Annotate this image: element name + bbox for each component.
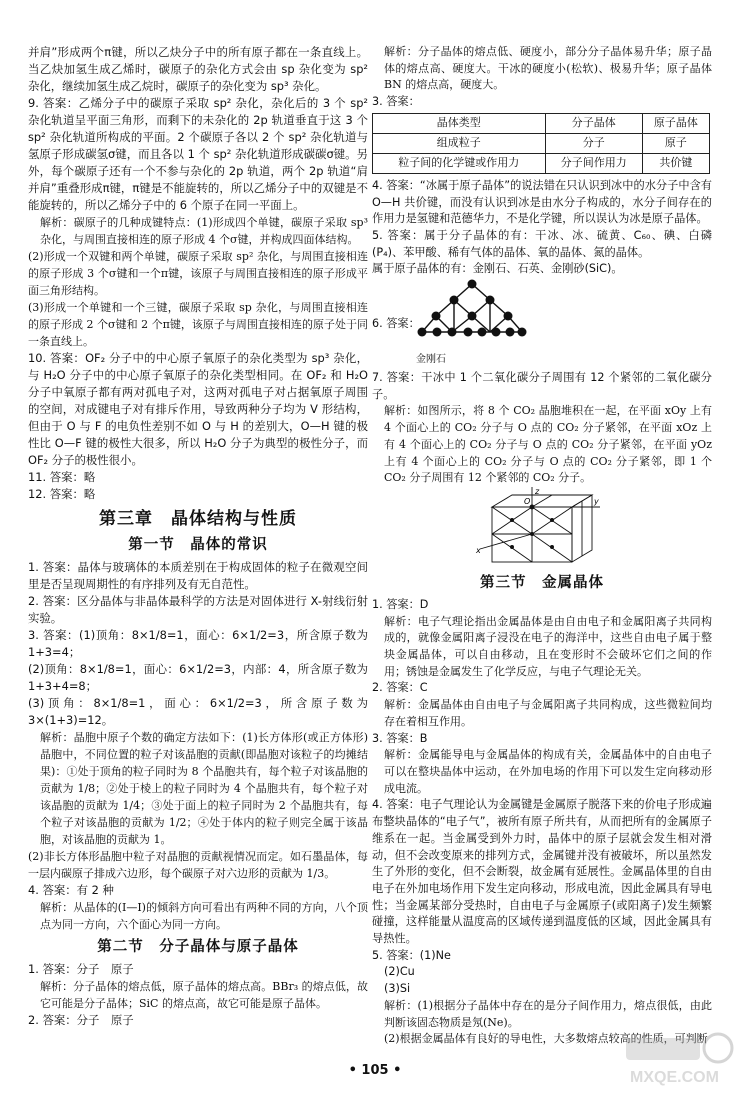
table-cell: 分子	[545, 133, 642, 153]
diamond-structure-figure	[412, 278, 532, 356]
paragraph: 并肩”形成两个π键，所以乙炔分子中的所有原子都在一条直线上。当乙炔加氢生成乙烯时，碳原子的杂化方式会由 sp 杂化变为 sp² 杂化，继续加氢生成乙烷时，碳原子的杂化变为 sp³ 杂化。	[28, 45, 368, 93]
co2-lattice-figure	[472, 487, 602, 567]
table-cell: 原子晶体	[642, 113, 709, 133]
s3-answer-3: 3. 答案：B	[372, 731, 428, 745]
s1-answer-2: 2. 答案：区分晶体与非晶体最科学的方法是对固体进行 X-射线衍射实验。	[28, 594, 368, 625]
left-column	[28, 44, 368, 1029]
axis-label: z	[535, 486, 540, 496]
s3-analysis-5-2: (2)根据金属晶体有良好的导电性，大多数熔点较高的性质，可判断	[384, 1032, 708, 1046]
diamond-figure-block	[372, 278, 712, 370]
table-cell: 晶体类型	[373, 113, 546, 133]
s2-answer-4: 4. 答案：“冰属于原子晶体”的说法错在只认识到冰中的水分子中含有 O—H 共价键，而没有认识到冰是由水分子构成的，水分子间存在的作用力是氢键和范德华力，不是化学键，所以误认为冰是原子晶体。	[372, 178, 712, 226]
table-cell: 组成粒子	[373, 133, 546, 153]
table-row	[373, 133, 710, 153]
axis-label: y	[594, 496, 599, 506]
s1-analysis-3-2: (2)非长方体形晶胞中粒子对晶胞的贡献视情况而定。如石墨晶体，每一层内碳原子排成六边形，每个碳原子对六边形的贡献为 1/3。	[28, 850, 368, 880]
axis-label: O	[524, 496, 531, 506]
table-cell: 分子晶体	[545, 113, 642, 133]
s2-analysis-2: 解析：分子晶体的熔点低、硬度小，部分分子晶体易升华；原子晶体的熔点高、硬度大。干冰的硬度小(松软)、极易升华；原子晶体 BN 的熔点高，硬度大。	[384, 45, 712, 92]
s2-analysis-7: 解析：如图所示，将 8 个 CO₂ 晶胞堆积在一起，在平面 xOy 上有 4 个面心上的 CO₂ 分子与 O 点的 CO₂ 分子紧邻，在平面 xOz 上有 4 个面心上的 CO₂ 分子与 O 点的 CO₂ 分子紧邻，在平面 yOz 上有 4 个面心上的 CO₂ 分子与 O 点的 CO₂ 分子紧邻，即 1 个 CO₂ 分子周围有 12 个紧邻的 CO₂ 分子。	[384, 404, 712, 485]
co2-lattice-figure-block	[372, 487, 712, 569]
s3-analysis-5-1: 解析：(1)根据分子晶体中存在的是分子间作用力，熔点很低，由此判断该固态物质是氖(Ne)。	[384, 998, 712, 1029]
analysis-9-1: 解析：碳原子的几种成键特点：(1)形成四个单键，碳原子采取 sp³ 杂化，与周围直接相连的原子形成 4 个σ键，并构成四面体结构。	[40, 216, 368, 246]
axis-label: x	[476, 545, 481, 555]
chapter-title: 第三章 晶体结构与性质	[99, 509, 297, 529]
answer-12: 12. 答案：略	[28, 487, 96, 501]
s2-answer-5a: 5. 答案：属于分子晶体的有：干冰、冰、硫黄、C₆₀、碘、白磷(P₄)、苯甲酸、稀有气体的晶体、氧的晶体、氮的晶体。	[372, 228, 712, 259]
section-title-2: 第二节 分子晶体与原子晶体	[97, 939, 299, 955]
s1-answer-3c: (3)顶角：8×1/8=1，面心：6×1/2=3，所含原子数为 3×(1+3)=12。	[28, 696, 368, 727]
s3-answer-4: 4. 答案：电子气理论认为金属键是金属原子脱落下来的价电子形成遍布整块晶体的“电子气”，被所有原子所共有，从而把所有的金属原子维系在一起。当金属受到外力时，晶体中的原子层就会发生相对滑动，但不会改变原来的排列方式，金属键并没有被破坏，所以虽然发生了外形的变化，但不会断裂，故金属有延展性。金属晶体里的自由电子在外加电场作用下发生定向移动，形成电流，因此金属具有导电性；当金属某部分受热时，自由电子与金属原子(或阳离子)发生频繁碰撞，这样能量从温度高的区域传递到温度低的区域，因此金属具有导热性。	[372, 798, 712, 946]
s1-analysis-4: 解析：从晶体的(I—I)的倾斜方向可看出有两种不同的方向，八个顶点为同一方向，六个面心为同一方向。	[40, 901, 368, 931]
s2-answer-3: 3. 答案：	[372, 95, 420, 109]
analysis-9-2: (2)形成一个双键和两个单键，碳原子采取 sp² 杂化，与周围直接相连的原子形成 3 个σ键和一个π键，该原子与周围直接相连的原子形成平面三角形结构。	[28, 250, 368, 297]
s2-answer-1: 1. 答案：分子 原子	[28, 962, 134, 976]
table-header-row	[373, 113, 710, 133]
s2-answer-7: 7. 答案：干冰中 1 个二氧化碳分子周围有 12 个紧邻的二氧化碳分子。	[372, 371, 712, 401]
s1-answer-1: 1. 答案：晶体与玻璃体的本质差别在于构成固体的粒子在微观空间里是否呈现周期性的有序排列及有无自范性。	[28, 560, 368, 591]
table-row	[373, 153, 710, 173]
s3-analysis-3: 解析：金属能导电与金属晶体的构成有关，金属晶体中的自由电子可以在整块晶体中运动，在外加电场的作用下可以发生定向移动形成电流。	[384, 748, 712, 795]
s1-analysis-3-1: 解析：晶胞中原子个数的确定方法如下：(1)长方体形(或正方体形)晶胞中，不同位置的粒子对该晶胞的贡献(即晶胞对该粒子的均摊结果)：①处于顶角的粒子同时为 8 个晶胞共有，每个粒子对该晶胞的贡献为 1/8；②处于棱上的粒子同时为 4 个晶胞共有，每个粒子对该晶胞的贡献为 1/4；③处于面上的粒子同时为 2 个晶胞共有，每个粒子对该晶胞的贡献为 1/2；④处于体内的粒子则完全属于该晶胞，对该晶胞的贡献为 1。	[40, 731, 368, 846]
s2-answer-6: 6. 答案：	[372, 317, 420, 331]
answer-10: 10. 答案：OF₂ 分子中的中心原子氧原子的杂化类型为 sp³ 杂化，与 H₂O 分子中的中心原子氧原子的杂化类型相同。在 OF₂ 和 H₂O 分子中氧原子都有两对孤电子对，这两对孤电子对占据氧原子周围的空间，对成键电子对有排斥作用，导致两种分子均为 V 形结构，但由于 O 与 F 的电负性差别不如 O 与 H 的差别大，O—H 键的极性比 O—F 键的极性大很多，所以 H₂O 分子为典型的极性分子，而 OF₂ 分子的极性很小。	[28, 351, 368, 467]
section-title-1: 第一节 晶体的常识	[128, 537, 268, 553]
s1-answer-3a: 3. 答案：(1)顶角：8×1/8=1，面心：6×1/2=3，所含原子数为 1+3=4；	[28, 628, 368, 659]
answer-11: 11. 答案：略	[28, 470, 96, 484]
s2-analysis-1: 解析：分子晶体的熔点低，原子晶体的熔点高。BBr₃ 的熔点低，故它可能是分子晶体；SiC 的熔点高，故它可能是原子晶体。	[40, 980, 368, 1010]
crystal-table	[372, 113, 710, 174]
s3-answer-5b: (2)Cu	[384, 965, 415, 979]
s3-answer-5c: (3)Si	[384, 982, 411, 996]
s3-answer-5a: 5. 答案：(1)Ne	[372, 948, 451, 962]
figure-caption: 金刚石	[416, 354, 446, 366]
table-cell: 分子间作用力	[545, 153, 642, 173]
watermark-logo	[622, 1030, 740, 1088]
right-column	[372, 44, 712, 1048]
s2-answer-2: 2. 答案：分子 原子	[28, 1013, 134, 1027]
s1-answer-4: 4. 答案：有 2 种	[28, 883, 114, 897]
analysis-9-3: (3)形成一个单键和一个三键，碳原子采取 sp 杂化，与周围直接相连的原子形成 2 个σ键和 2 个π键，该原子与周围直接相连的原子处于同一条直线上。	[28, 301, 368, 348]
s3-analysis-1: 解析：电子气理论指出金属晶体是由自由电子和金属阳离子共同构成的，就像金属阳离子浸没在电子的海洋中，这些自由电子属于整块金属晶体，可以自由移动，且在变形时不会破坏它们之间的作用；锈蚀是金属发生了化学反应，与电子气理论无关。	[384, 614, 712, 678]
table-cell: 原子	[642, 133, 709, 153]
answer-9: 9. 答案：乙烯分子中的碳原子采取 sp² 杂化，杂化后的 3 个 sp² 杂化轨道呈平面三角形，而剩下的未杂化的 2p 轨道垂直于这 3 个 sp² 杂化轨道所构成的平面。2 个碳原子各以 2 个 sp² 杂化轨道与氢原子形成碳氢σ键，而且各以 1 个 sp² 杂化轨道形成碳碳σ键。另外，每个碳原子还有一个不参与杂化的 2p 轨道，两个 2p 轨道“肩并肩”重叠形成π键，π键是不能旋转的，所以乙烯分子中的双键是不能旋转的，所以乙烯分子中的 6 个原子在同一平面上。	[28, 96, 368, 212]
page-number: • 105 •	[348, 1063, 402, 1078]
s3-answer-2: 2. 答案：C	[372, 681, 428, 695]
table-cell: 共价键	[642, 153, 709, 173]
s3-analysis-2: 解析：金属晶体由自由电子与金属阳离子共同构成，这些微粒间均存在着相互作用。	[384, 698, 712, 728]
s2-answer-5b: 属于原子晶体的有：金刚石、石英、金刚砂(SiC)。	[372, 262, 623, 276]
s3-answer-1: 1. 答案：D	[372, 597, 429, 611]
section-title-3: 第三节 金属晶体	[480, 574, 604, 591]
svg-text:MXQE.COM: MXQE.COM	[630, 1069, 719, 1086]
s1-answer-3b: (2)顶角：8×1/8=1，面心：6×1/2=3，内部：4，所含原子数为 1+3+4=8；	[28, 662, 368, 693]
table-cell: 粒子间的化学键或作用力	[373, 153, 546, 173]
